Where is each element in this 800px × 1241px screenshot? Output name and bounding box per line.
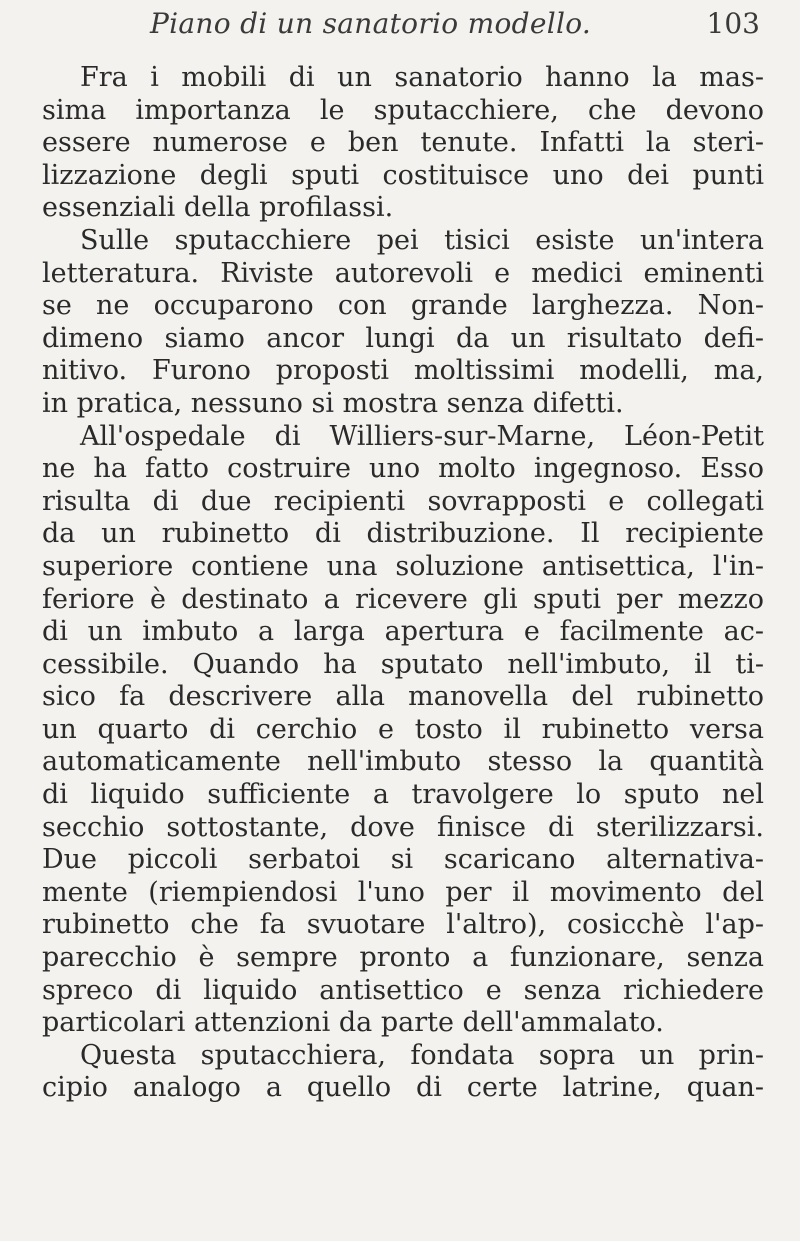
text-line: lizzazione degli sputi costituisce uno dei punti: [42, 159, 764, 191]
text-line: spreco di liquido antisettico e senza richiedere: [42, 974, 764, 1006]
text-line: sima importanza le sputacchiere, che devono: [42, 94, 764, 126]
text-line: particolari attenzioni da parte dell'ammalato.: [42, 1007, 664, 1039]
running-head: [150, 4, 770, 44]
text-line: Fra i mobili di un sanatorio hanno la mas-: [80, 62, 764, 93]
page-number: 103: [706, 7, 760, 40]
text-line: un quarto di cerchio e tosto il rubinetto versa: [42, 713, 764, 745]
text-line: cessibile. Quando ha sputato nell'imbuto, il ti-: [42, 648, 764, 680]
text-line: cipio analogo a quello di certe latrine, quan-: [42, 1072, 764, 1104]
text-line: se ne occuparono con grande larghezza. Non-: [42, 290, 764, 322]
text-line: parecchio è sempre pronto a funzionare, senza: [42, 942, 764, 974]
text-line: essenziali della profilassi.: [42, 192, 394, 224]
text-line: di liquido sufficiente a travolgere lo sputo nel: [42, 779, 764, 811]
text-line: Due piccoli serbatoi si scaricano alternativa-: [42, 844, 764, 876]
body-text: [42, 62, 764, 1105]
text-line: essere numerose e ben tenute. Infatti la steri-: [42, 127, 764, 159]
text-line: sico fa descrivere alla manovella del rubinetto: [42, 681, 764, 713]
text-line: nitivo. Furono proposti moltissimi modelli, ma,: [42, 355, 764, 387]
text-line: Questa sputacchiera, fondata sopra un prin-: [80, 1039, 764, 1071]
text-line: da un rubinetto di distribuzione. Il recipiente: [42, 518, 764, 550]
text-line: rubinetto che fa svuotare l'altro), cosicchè l'ap-: [42, 909, 764, 941]
text-line: secchio sottostante, dove finisce di sterilizzarsi.: [42, 811, 764, 843]
text-line: letteratura. Riviste autorevoli e medici eminenti: [42, 257, 764, 289]
text-line: risulta di due recipienti sovrapposti e collegati: [42, 485, 764, 517]
text-line: di un imbuto a larga apertura e facilmente ac-: [42, 616, 764, 648]
text-line: in pratica, nessuno si mostra senza difetti.: [42, 387, 624, 419]
text-line: Sulle sputacchiere pei tisici esiste un'intera: [80, 224, 764, 256]
text-line: ne ha fatto costruire uno molto ingegnoso. Esso: [42, 453, 764, 485]
text-line: dimeno siamo ancor lungi da un risultato defi-: [42, 322, 764, 354]
text-line: superiore contiene una soluzione antisettica, l'in-: [42, 550, 764, 582]
text-line: automaticamente nell'imbuto stesso la quantità: [42, 746, 764, 778]
text-line: All'ospedale di Williers-sur-Marne, Léon-Petit: [80, 420, 764, 452]
text-line: feriore è destinato a ricevere gli sputi per mezzo: [42, 583, 764, 615]
text-line: mente (riempiendosi l'uno per il movimento del: [42, 876, 764, 908]
running-title: Piano di un sanatorio modello.: [150, 7, 592, 40]
